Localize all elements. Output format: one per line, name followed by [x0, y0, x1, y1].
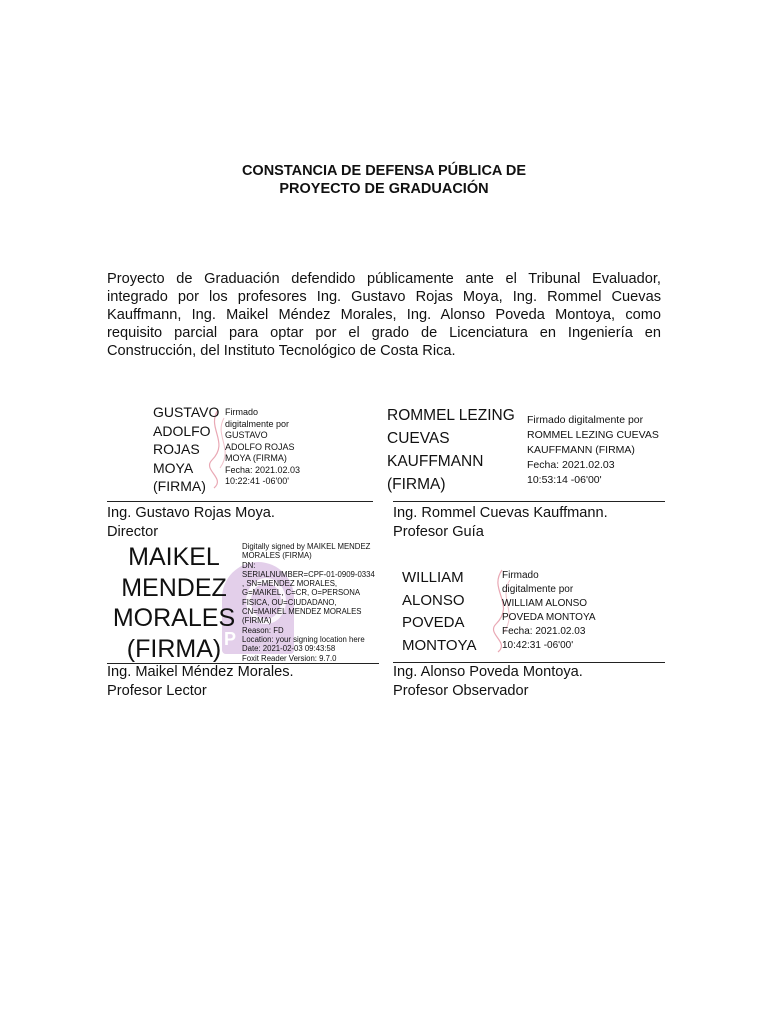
signer-name-line: ROMMEL LEZING: [387, 407, 515, 424]
signer-name-line: MENDEZ: [121, 573, 227, 602]
signer-name-line: CUEVAS: [387, 430, 450, 447]
signature-metadata-gustavo: [225, 407, 300, 488]
title-line-1: CONSTANCIA DE DEFENSA PÚBLICA DE: [241, 163, 527, 179]
caption-role: Profesor Lector: [107, 682, 207, 699]
caption-name: Ing. Gustavo Rojas Moya.: [107, 505, 275, 521]
signer-name-line: MOYA: [153, 459, 194, 476]
metadata-line: FISICA, OU=CIUDADANO,: [242, 597, 337, 607]
signer-name-line: (FIRMA): [126, 634, 222, 663]
metadata-line: Location: your signing location here: [242, 634, 365, 644]
caption-maikel: [107, 663, 294, 700]
metadata-line: GUSTAVO: [225, 430, 268, 440]
signer-name-line: KAUFFMANN: [387, 453, 484, 470]
certification-paragraph: Proyecto de Graduación defendido públicamente ante el Tribunal Evaluador, integrado por los profesores Ing. Gustavo Rojas Moya, Ing. Rommel Cuevas Kauffmann, Ing. Maikel Méndez Morales, Ing. Alonso Poveda Montoya, como requisito parcial para optar por el grado de Licenciatura en Ingeniería en Construcción, del Instituto Tecnológico de Costa Rica.: [107, 271, 661, 359]
metadata-line: ROMMEL LEZING CUEVAS: [527, 429, 659, 441]
metadata-line: 10:53:14 -06'00': [527, 474, 602, 486]
signature-metadata-rommel: [527, 413, 659, 488]
signer-name-line: (FIRMA): [387, 476, 446, 493]
metadata-line: digitalmente por: [502, 584, 574, 595]
signature-metadata-maikel: [242, 542, 375, 663]
metadata-line: Firmado digitalmente por: [527, 414, 644, 426]
metadata-line: MOYA (FIRMA): [225, 453, 287, 463]
signer-name-line: ROJAS: [153, 441, 200, 457]
signer-name-line: WILLIAM: [402, 569, 464, 586]
metadata-line: Date: 2021-02-03 09:43:58: [242, 644, 336, 654]
caption-role: Profesor Observador: [393, 682, 529, 699]
signer-name-line: GUSTAVO: [153, 404, 220, 420]
metadata-line: Digitally signed by MAIKEL MENDEZ: [242, 542, 371, 551]
title-line-2: PROYECTO DE GRADUACIÓN: [279, 180, 489, 197]
metadata-line: (FIRMA): [242, 616, 272, 626]
caption-gustavo: [107, 504, 275, 541]
caption-name: Ing. Rommel Cuevas Kauffmann.: [393, 505, 608, 521]
caption-rommel: [393, 504, 608, 541]
metadata-line: DN:: [242, 560, 256, 570]
metadata-line: Firmado: [502, 570, 539, 581]
metadata-line: Fecha: 2021.02.03: [527, 459, 615, 471]
caption-name: Ing. Alonso Poveda Montoya.: [393, 664, 583, 680]
metadata-line: Reason: FD: [242, 625, 284, 635]
signature-line: [107, 501, 373, 502]
caption-william: [393, 663, 583, 700]
signer-name-maikel: [104, 542, 244, 664]
signer-name-william: [402, 567, 476, 657]
metadata-line: SERIALNUMBER=CPF-01-0909-0334: [242, 569, 375, 579]
signer-name-line: ADOLFO: [153, 422, 211, 439]
metadata-line: MORALES (FIRMA): [242, 551, 312, 561]
metadata-line: 10:42:31 -06'00': [502, 640, 574, 651]
signer-name-line: POVEDA: [402, 614, 465, 631]
metadata-line: , SN=MENDEZ MORALES,: [242, 579, 338, 589]
signer-name-rommel: [387, 404, 515, 496]
signature-line: [393, 501, 665, 502]
caption-name: Ing. Maikel Méndez Morales.: [107, 664, 294, 680]
metadata-line: CN=MAIKEL MENDEZ MORALES: [242, 607, 362, 617]
signer-name-gustavo: [153, 403, 219, 496]
metadata-line: KAUFFMANN (FIRMA): [527, 444, 635, 456]
caption-role: Profesor Guía: [393, 523, 484, 540]
metadata-line: POVEDA MONTOYA: [502, 612, 596, 623]
metadata-line: Firmado: [225, 407, 259, 417]
metadata-line: Foxit Reader Version: 9.7.0: [242, 653, 337, 663]
caption-role: Director: [107, 523, 159, 540]
signer-name-line: MONTOYA: [402, 636, 477, 654]
metadata-line: Fecha: 2021.02.03: [225, 464, 301, 475]
metadata-line: 10:22:41 -06'00': [225, 476, 289, 486]
signature-metadata-william: [502, 569, 596, 653]
signer-name-line: MORALES: [112, 604, 236, 632]
signer-name-line: (FIRMA): [153, 478, 206, 494]
metadata-line: WILLIAM ALONSO: [502, 598, 588, 609]
watermark-letter: P: [224, 629, 237, 649]
metadata-line: Fecha: 2021.02.03: [502, 626, 586, 637]
metadata-line: ADOLFO ROJAS: [225, 441, 295, 452]
metadata-line: G=MAIKEL, C=CR, O=PERSONA: [242, 588, 361, 598]
metadata-line: digitalmente por: [225, 418, 290, 429]
signer-name-line: MAIKEL: [128, 543, 220, 571]
signer-name-line: ALONSO: [402, 591, 465, 609]
document-title: [0, 163, 768, 198]
